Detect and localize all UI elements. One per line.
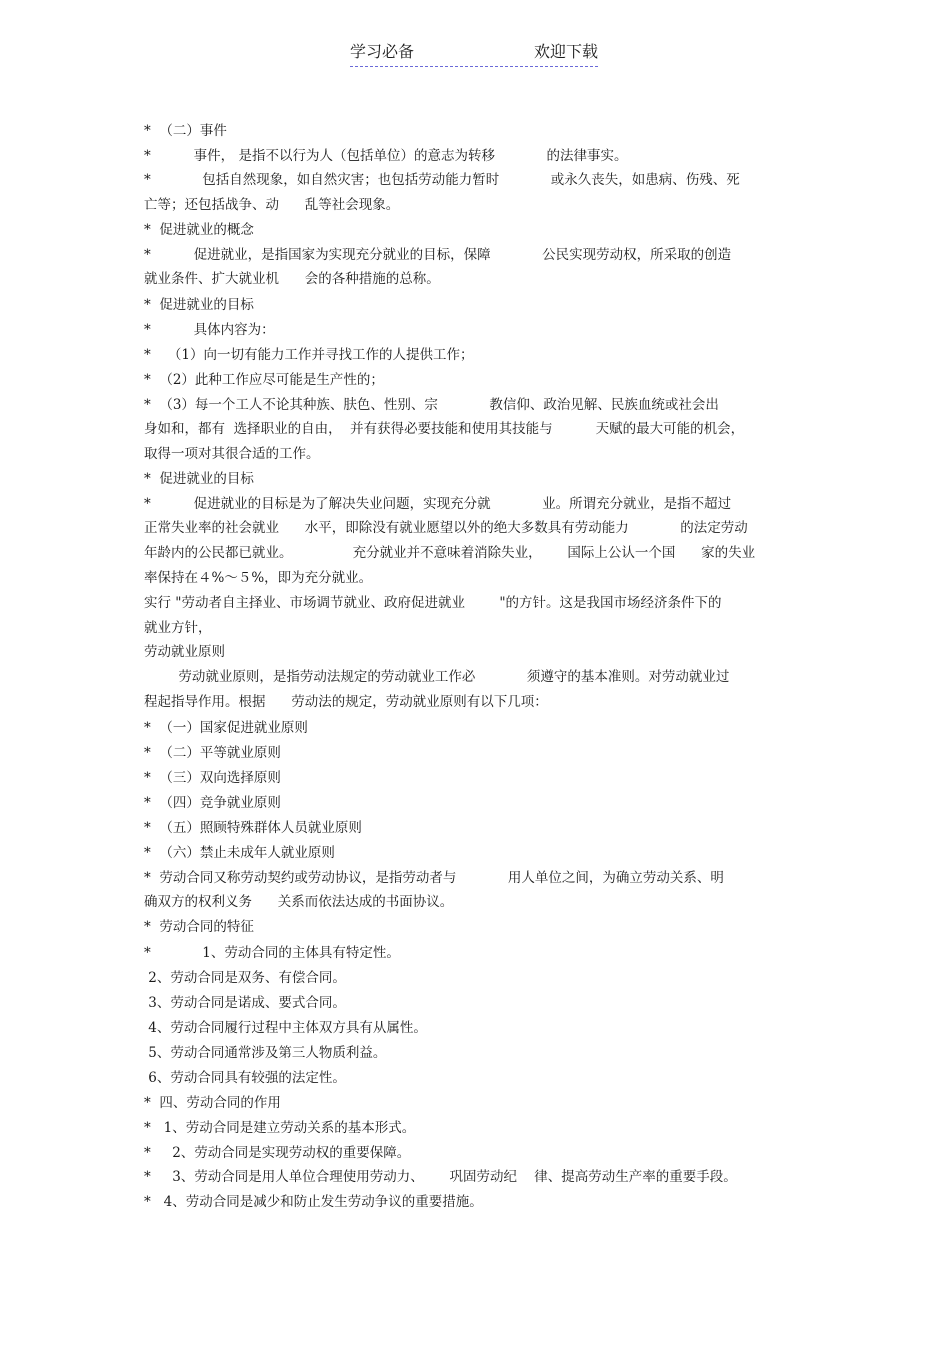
text-line: * 促进就业的目标 xyxy=(144,297,254,313)
text-line: * （2）此种工作应尽可能是生产性的； xyxy=(144,372,384,388)
text-line: * （六）禁止未成年人就业原则 xyxy=(144,845,335,861)
text-line: * （五）照顾特殊群体人员就业原则 xyxy=(144,820,362,836)
text-line: 就业条件、扩大就业机 会的各种措施的总称。 xyxy=(144,271,440,287)
text-line: 实行 "劳动者自主择业、市场调节就业、政府促进就业 "的方针。这是我国市场经济条件下的 xyxy=(144,595,722,611)
text-line: * 四、劳动合同的作用 xyxy=(144,1095,281,1111)
text-line: * 促进就业的目标是为了解决失业问题，实现充分就 业。所谓充分就业，是指不超过 xyxy=(144,496,732,512)
text-line: 率保持在４%～５%，即为充分就业。 xyxy=(144,570,373,586)
text-line: * 2、劳动合同是实现劳动权的重要保障。 xyxy=(144,1145,411,1161)
text-line: 劳动就业原则 xyxy=(144,644,225,660)
text-line: * 3、劳动合同是用人单位合理使用劳动力、 巩固劳动纪 律、提高劳动生产率的重要手段。 xyxy=(144,1169,737,1185)
text-line: * 1、劳动合同是建立劳动关系的基本形式。 xyxy=(144,1120,416,1136)
text-line: 确双方的权利义务 关系而依法达成的书面协议。 xyxy=(144,894,454,910)
header-left-text: 学习必备 xyxy=(350,42,415,61)
text-line: * 事件， 是指不以行为人（包括单位）的意志为转移 的法律事实。 xyxy=(144,148,628,164)
text-line: 正常失业率的社会就业 水平，即除没有就业愿望以外的绝大多数具有劳动能力 的法定劳动 xyxy=(144,520,748,536)
text-line: * 促进就业，是指国家为实现充分就业的目标，保障 公民实现劳动权，所采取的创造 xyxy=(144,247,732,263)
text-line: 年龄内的公民都已就业。 充分就业并不意味着消除失业， 国际上公认一个国 家的失业 xyxy=(144,545,756,561)
text-line: 6、劳动合同具有较强的法定性。 xyxy=(144,1070,346,1086)
text-line: * （二）事件 xyxy=(144,123,227,139)
text-line: 劳动就业原则，是指劳动法规定的劳动就业工作必 须遵守的基本准则。对劳动就业过 xyxy=(144,669,730,685)
text-line: 身如和，都有 选择职业的自由， 并有获得必要技能和使用其技能与 天赋的最大可能的机会， xyxy=(144,421,745,437)
text-line: * （3）每一个工人不论其种族、肤色、性别、宗 教信仰、政治见解、民族血统或社会出 xyxy=(144,397,719,413)
text-line: * （四）竞争就业原则 xyxy=(144,795,281,811)
text-line: 3、劳动合同是诺成、要式合同。 xyxy=(144,995,346,1011)
text-line: * 1、劳动合同的主体具有特定性。 xyxy=(144,945,400,961)
text-line: * 具体内容为： xyxy=(144,322,275,338)
text-line: * 4、劳动合同是减少和防止发生劳动争议的重要措施。 xyxy=(144,1194,483,1210)
text-line: * 促进就业的概念 xyxy=(144,222,254,238)
header-right-text: 欢迎下载 xyxy=(533,42,598,61)
text-line: * 劳动合同又称劳动契约或劳动协议，是指劳动者与 用人单位之间，为确立劳动关系、明 xyxy=(144,870,724,886)
text-line: 就业方针， xyxy=(144,620,212,636)
text-line: * 包括自然现象，如自然灾害；也包括劳动能力暂时 或永久丧失，如患病、伤残、死 xyxy=(144,172,740,188)
text-line: * （三）双向选择原则 xyxy=(144,770,281,786)
page-header xyxy=(350,40,598,67)
text-line: 取得一项对其很合适的工作。 xyxy=(144,446,320,462)
text-line: 程起指导作用。根据 劳动法的规定，劳动就业原则有以下几项： xyxy=(144,694,548,710)
text-line: * （一）国家促进就业原则 xyxy=(144,720,308,736)
text-line: 2、劳动合同是双务、有偿合同。 xyxy=(144,970,346,986)
text-line: * 促进就业的目标 xyxy=(144,471,254,487)
text-line: * （二）平等就业原则 xyxy=(144,745,281,761)
text-line: * 劳动合同的特征 xyxy=(144,919,254,935)
text-line: 4、劳动合同履行过程中主体双方具有从属性。 xyxy=(144,1020,427,1036)
text-line: * （1）向一切有能力工作并寻找工作的人提供工作； xyxy=(144,347,474,363)
text-line: 亡等；还包括战争、动 乱等社会现象。 xyxy=(144,197,400,213)
text-line: 5、劳动合同通常涉及第三人物质利益。 xyxy=(144,1045,387,1061)
